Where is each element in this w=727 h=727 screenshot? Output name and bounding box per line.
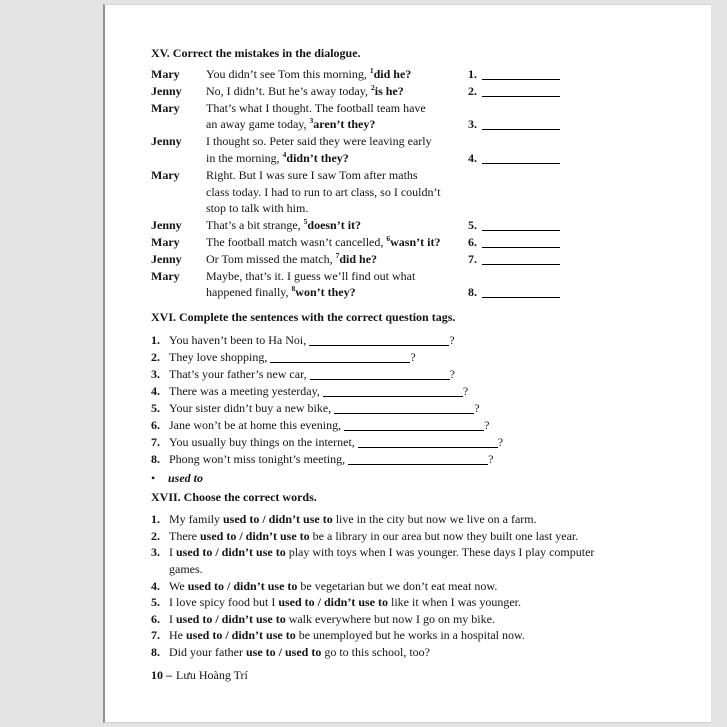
item-text xyxy=(169,417,489,434)
speaker-label: Mary xyxy=(151,234,180,249)
speaker-label: Mary xyxy=(151,268,180,283)
item-text xyxy=(169,366,455,383)
answer-blank xyxy=(482,237,560,248)
text-segment: like it when I was younger. xyxy=(388,595,521,610)
text-segment: used to / didn’t use to xyxy=(187,578,298,593)
text-segment: I xyxy=(169,545,176,560)
exercise-item xyxy=(151,578,623,595)
dialogue-text xyxy=(206,234,468,251)
answer-blank xyxy=(482,86,560,97)
section-xvi-title: XVI. Complete the sentences with the correct question tags. xyxy=(151,310,456,325)
exercise-item xyxy=(151,511,623,528)
answer-blank xyxy=(482,119,560,130)
footer xyxy=(151,667,641,684)
dialogue-text xyxy=(206,83,468,100)
question-tag-blank xyxy=(348,454,488,465)
dialogue-line xyxy=(151,200,641,217)
text-segment: 7 xyxy=(335,250,340,260)
dialogue-text xyxy=(206,251,468,268)
page-number: 10 – xyxy=(151,667,172,682)
exercise-item xyxy=(151,627,623,644)
question-mark: ? xyxy=(497,435,504,450)
speaker-label xyxy=(151,116,206,133)
sentence-text: That’s your father’s new car, xyxy=(169,367,307,382)
item-text xyxy=(169,511,623,528)
text-segment: Right. But I was sure I saw Tom after maths xyxy=(206,167,418,182)
text-segment: Maybe, that’s it. I guess we’ll find out what xyxy=(206,268,416,283)
question-mark: ? xyxy=(449,333,455,348)
text-segment: I xyxy=(169,611,176,626)
item-number: 8. xyxy=(151,644,160,659)
item-text xyxy=(169,594,623,611)
exercise-item xyxy=(151,451,641,468)
item-text xyxy=(169,349,416,366)
exercise-item xyxy=(151,332,641,349)
bullet-label: used to xyxy=(168,471,204,486)
text-segment: go to this school, too? xyxy=(321,644,430,659)
text-segment: used to / didn’t use to xyxy=(186,628,296,643)
answer-cell xyxy=(468,116,641,133)
dialogue-text xyxy=(206,133,468,150)
item-number: 5. xyxy=(151,595,160,610)
answer-cell xyxy=(468,251,641,268)
speaker-label xyxy=(151,284,206,301)
text-segment: an away game today, xyxy=(206,117,310,132)
question-mark: ? xyxy=(449,367,455,382)
item-number: 6. xyxy=(151,418,160,433)
question-tag-blank xyxy=(310,369,450,380)
item-text xyxy=(169,544,623,577)
sentence-text: There was a meeting yesterday, xyxy=(169,384,320,399)
dialogue-line xyxy=(151,150,641,167)
answer-blank xyxy=(482,153,560,164)
text-segment: 4 xyxy=(282,149,287,159)
answer-number: 2. xyxy=(468,83,477,98)
item-number: 1. xyxy=(151,333,160,348)
question-tag-blank xyxy=(323,386,463,397)
exercise-item xyxy=(151,349,641,366)
answer-number: 6. xyxy=(468,234,477,249)
text-segment: That’s a bit strange, xyxy=(206,218,304,233)
item-number: 7. xyxy=(151,628,160,643)
item-number: 6. xyxy=(151,611,160,626)
sentence-text: Jane won’t be at home this evening, xyxy=(169,418,342,433)
exercise-xvii-list xyxy=(151,511,623,660)
dialogue-line xyxy=(151,116,641,133)
bullet-line xyxy=(151,470,641,487)
question-mark: ? xyxy=(410,350,416,365)
text-segment: 6 xyxy=(386,233,391,243)
dialogue-line xyxy=(151,184,641,201)
section-xvii-title: XVII. Choose the correct words. xyxy=(151,490,317,505)
text-segment: walk everywhere but now I go on my bike. xyxy=(285,611,495,626)
answer-cell xyxy=(468,217,641,234)
item-number: 5. xyxy=(151,401,160,416)
text-segment: in the morning, xyxy=(206,150,283,165)
question-tag-blank xyxy=(309,335,449,346)
item-text xyxy=(169,578,623,595)
text-segment: used to / didn’t use to xyxy=(199,528,310,543)
text-segment: Or Tom missed the match, xyxy=(206,251,336,266)
text-segment: No, I didn’t. But he’s away today, xyxy=(206,83,371,98)
text-segment: That’s what I thought. The football team have xyxy=(206,100,426,115)
dialogue-line xyxy=(151,83,641,100)
dialogue-line xyxy=(151,251,641,268)
answer-number: 5. xyxy=(468,218,477,233)
exercise-item xyxy=(151,383,641,400)
dialogue-line xyxy=(151,133,641,150)
sentence-text: You haven’t been to Ha Noi, xyxy=(169,333,307,348)
text-segment: did he? xyxy=(373,67,412,81)
item-number: 3. xyxy=(151,545,160,560)
text-segment: used to / didn’t use to xyxy=(223,512,333,527)
book-page xyxy=(103,4,711,723)
question-tag-blank xyxy=(270,352,410,363)
text-segment: be vegetarian but we don’t eat meat now. xyxy=(297,578,498,593)
answer-number: 1. xyxy=(468,67,477,81)
question-tag-blank xyxy=(334,403,474,414)
answer-cell xyxy=(468,66,641,83)
item-number: 4. xyxy=(151,578,160,593)
answer-blank xyxy=(482,69,560,80)
speaker-label: Mary xyxy=(151,67,180,81)
speaker-label xyxy=(151,184,206,201)
item-number: 4. xyxy=(151,384,160,399)
dialogue-text xyxy=(206,184,468,201)
speaker-label xyxy=(151,150,206,167)
text-segment: We xyxy=(169,578,188,593)
section-xv-title: XV. Correct the mistakes in the dialogue. xyxy=(151,46,361,60)
exercise-item xyxy=(151,366,641,383)
answer-cell xyxy=(468,234,641,251)
answer-cell xyxy=(468,167,641,184)
bullet-marker: • xyxy=(151,471,156,486)
exercise-item xyxy=(151,594,623,611)
item-number: 8. xyxy=(151,452,160,467)
text-segment: use to / used to xyxy=(245,644,322,659)
answer-blank xyxy=(482,287,560,298)
text-segment: used to / didn’t use to xyxy=(176,611,286,626)
sentence-text: They love shopping, xyxy=(169,350,268,365)
text-segment: is he? xyxy=(374,83,404,98)
speaker-label: Mary xyxy=(151,167,180,182)
text-segment: class today. I had to run to art class, so I couldn’t xyxy=(206,184,441,199)
exercise-item xyxy=(151,528,623,545)
text-segment: wasn’t it? xyxy=(390,234,441,249)
text-segment: Did your father xyxy=(169,644,246,659)
answer-cell xyxy=(468,284,641,301)
item-text xyxy=(169,434,503,451)
text-segment: doesn’t it? xyxy=(307,218,362,233)
exercise-item xyxy=(151,644,623,661)
speaker-label: Mary xyxy=(151,100,180,115)
question-mark: ? xyxy=(474,401,480,416)
text-segment: happened finally, xyxy=(206,285,292,300)
dialogue-text xyxy=(206,284,468,301)
text-segment: play with toys when I was younger. These days I play computer games. xyxy=(169,545,595,576)
item-text xyxy=(169,627,623,644)
answer-number: 8. xyxy=(468,285,477,300)
answer-cell xyxy=(468,133,641,150)
sentence-text: Your sister didn’t buy a new bike, xyxy=(169,401,332,416)
answer-number: 3. xyxy=(468,117,477,132)
dialogue-text xyxy=(206,66,468,83)
text-segment: be a library in our area but now they built one last year. xyxy=(309,528,579,543)
text-segment: My family xyxy=(169,512,223,527)
text-segment: You didn’t see Tom this morning, xyxy=(206,67,370,81)
item-text xyxy=(169,383,468,400)
text-segment: He xyxy=(169,628,186,643)
question-mark: ? xyxy=(488,452,494,467)
item-number: 7. xyxy=(151,435,160,450)
answer-blank xyxy=(482,220,560,231)
question-mark: ? xyxy=(484,418,490,433)
text-segment: 3 xyxy=(309,116,314,126)
text-segment: used to / didn’t use to xyxy=(176,545,286,560)
text-segment: won’t they? xyxy=(295,285,356,300)
answer-cell xyxy=(468,184,641,201)
dialogue-line xyxy=(151,284,641,301)
text-segment: 8 xyxy=(291,284,296,294)
text-segment: The football match wasn’t cancelled, xyxy=(206,234,387,249)
dialogue-text xyxy=(206,217,468,234)
text-segment: did he? xyxy=(339,251,378,266)
text-segment: used to / didn’t use to xyxy=(278,595,388,610)
text-segment: 1 xyxy=(369,66,374,75)
exercise-item xyxy=(151,400,641,417)
item-text xyxy=(169,451,493,468)
speaker-label: Jenny xyxy=(151,251,182,266)
dialogue-line xyxy=(151,234,641,251)
text-segment: 2 xyxy=(370,82,375,92)
sentence-text: You usually buy things on the internet, xyxy=(169,435,355,450)
exercise-xvi-list xyxy=(151,332,641,468)
text-segment: 5 xyxy=(303,217,308,227)
dialogue-text xyxy=(206,116,468,133)
dialogue-text xyxy=(206,200,468,217)
dialogue-line xyxy=(151,167,641,184)
dialogue-text xyxy=(206,167,468,184)
item-number: 1. xyxy=(151,512,160,527)
question-tag-blank xyxy=(358,437,498,448)
author-name: Lưu Hoàng Trí xyxy=(176,667,248,682)
item-text xyxy=(169,644,623,661)
speaker-label: Jenny xyxy=(151,218,182,233)
dialogue-line xyxy=(151,268,641,285)
answer-blank xyxy=(482,254,560,265)
text-segment: aren’t they? xyxy=(313,117,376,132)
answer-cell xyxy=(468,268,641,285)
answer-cell xyxy=(468,200,641,217)
answer-number: 7. xyxy=(468,251,477,266)
speaker-label: Jenny xyxy=(151,83,182,98)
text-segment: live in the city but now we live on a farm. xyxy=(332,512,537,527)
exercise-item xyxy=(151,544,623,577)
item-text xyxy=(169,332,455,349)
speaker-label: Jenny xyxy=(151,134,182,149)
question-tag-blank xyxy=(344,420,484,431)
answer-cell xyxy=(468,100,641,117)
text-segment: There xyxy=(169,528,200,543)
dialogue-text xyxy=(206,150,468,167)
answer-cell xyxy=(468,150,641,167)
item-number: 2. xyxy=(151,528,160,543)
dialogue-line xyxy=(151,217,641,234)
item-number: 2. xyxy=(151,350,160,365)
item-number: 3. xyxy=(151,367,160,382)
dialogue-xv xyxy=(151,66,641,301)
dialogue-line xyxy=(151,100,641,117)
item-text xyxy=(169,400,480,417)
exercise-item xyxy=(151,434,641,451)
text-segment: didn’t they? xyxy=(286,150,349,165)
text-segment: be unemployed but he works in a hospital now. xyxy=(295,628,525,643)
answer-cell xyxy=(468,83,641,100)
text-segment: I thought so. Peter said they were leaving early xyxy=(206,134,432,149)
item-text xyxy=(169,611,623,628)
item-text xyxy=(169,528,623,545)
exercise-item xyxy=(151,417,641,434)
question-mark: ? xyxy=(462,384,469,399)
text-segment: I love spicy food but I xyxy=(169,595,279,610)
dialogue-text xyxy=(206,100,468,117)
answer-number: 4. xyxy=(468,150,477,165)
sentence-text: Phong won’t miss tonight’s meeting, xyxy=(169,452,346,467)
exercise-item xyxy=(151,611,623,628)
text-segment: stop to talk with him. xyxy=(206,201,309,216)
speaker-label xyxy=(151,200,206,217)
dialogue-line xyxy=(151,66,641,83)
dialogue-text xyxy=(206,268,468,285)
